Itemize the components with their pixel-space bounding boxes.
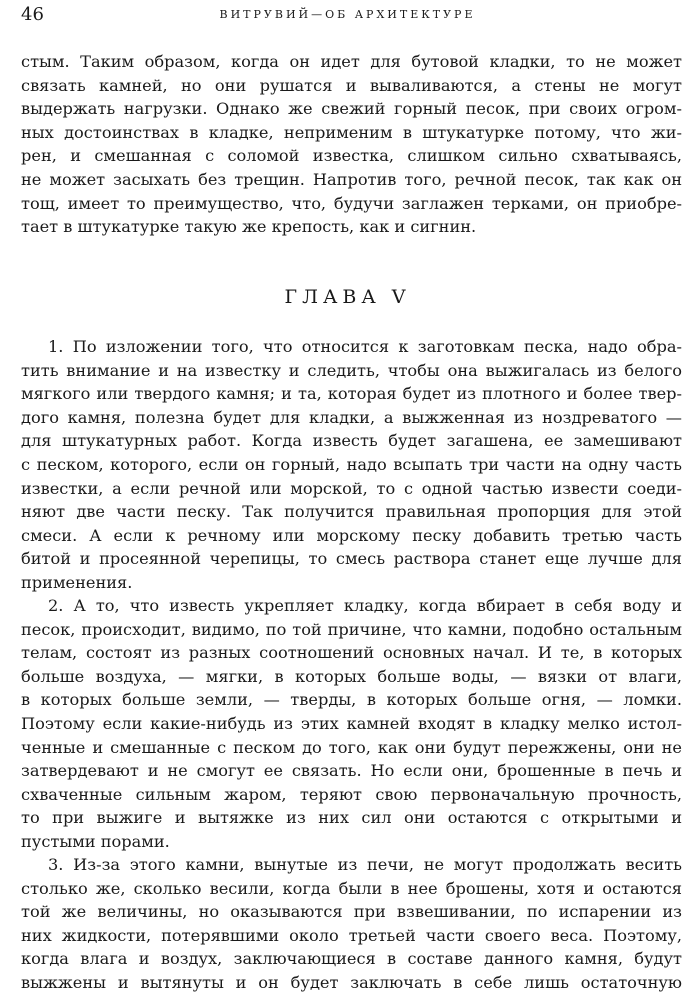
text-line: ных достоинствах в кладке, неприменим в штукатурке потому, что жи-: [21, 122, 682, 142]
paragraph-3: [21, 853, 682, 995]
text-line: выдержать нагрузки. Однако же свежий горный песок, при своих огром-: [21, 99, 682, 119]
text-line: битой и просеянной черепицы, то смесь раствора станет еще лучше для: [21, 549, 682, 569]
text-line: песок, происходит, видимо, по той причине, что камни, подобно остальным: [21, 619, 682, 639]
text-line: смеси. А если к речному или морскому песку добавить третью часть: [21, 525, 682, 545]
text-line: 3. Из-за этого камни, вынутые из печи, не могут продолжать весить: [48, 855, 682, 874]
text-line: 2. А то, что известь укрепляет кладку, когда вбирает в себя воду и: [48, 596, 682, 615]
text-line: той же величины, но оказываются при взвешивании, по испарении из: [21, 902, 682, 922]
text-line: пустыми порами.: [21, 831, 170, 851]
text-line: стым. Таким образом, когда он идет для бутовой кладки, то не может: [21, 52, 682, 71]
text-line: столько же, сколько весили, когда были в нее брошены, хотя и остаются: [21, 878, 682, 898]
paragraph-2: [21, 594, 682, 854]
text-line: рен, и смешанная с соломой известка, слишком сильно схватываясь,: [21, 146, 682, 166]
page-number: 46: [21, 4, 44, 25]
text-line: когда влага и воздух, заключающиеся в составе данного камня, будут: [21, 949, 682, 969]
text-line: тощ, имеет то преимущество, что, будучи заглажен терками, он приобре-: [21, 193, 682, 213]
running-title: ВИТРУВИЙ—ОБ АРХИТЕКТУРЕ: [219, 8, 476, 21]
text-line: мягкого или твердого камня; и та, которая будет из плотного и более твер-: [21, 384, 682, 404]
text-line: затвердевают и не смогут ее связать. Но если они, брошенные в печь и: [21, 761, 682, 781]
text-line: связать камней, но они рушатся и вываливаются, а стены не могут: [21, 75, 682, 95]
text-line: Поэтому если какие-нибудь из этих камней входят в кладку мелко истол-: [21, 713, 682, 733]
continuation-paragraph: [21, 50, 682, 239]
text-line: с песком, которого, если он горный, надо всыпать три части на одну часть: [21, 454, 682, 474]
text-line: схваченные сильным жаром, теряют свою первоначальную прочность,: [21, 784, 682, 804]
text-line: для штукатурных работ. Когда известь будет загашена, ее замешивают: [21, 431, 682, 451]
text-line: больше воздуха, — мягки, в которых больше воды, — вязки от влаги,: [21, 666, 682, 686]
text-line: выжжены и вытянуты и он будет заключать в себе лишь остаточную: [21, 972, 682, 992]
paragraph-1: [21, 335, 682, 595]
text-line: 1. По изложении того, что относится к заготовкам песка, надо обра-: [48, 337, 682, 356]
text-line: тить внимание и на известку и следить, чтобы она выжигалась из белого: [21, 360, 682, 380]
chapter-title: ГЛАВА V: [284, 286, 411, 308]
text-line: телам, состоят из разных соотношений основных начал. И те, в которых: [21, 643, 682, 663]
text-line: то при выжиге и вытяжке из них сил они остаются с открытыми и: [21, 808, 682, 828]
text-line: тает в штукатурке такую же крепость, как и сигнин.: [21, 217, 477, 237]
text-line: них жидкости, потерявшими около третьей части своего веса. Поэтому,: [21, 925, 682, 945]
text-line: известки, а если речной или морской, то с одной частью извести соеди-: [21, 478, 682, 498]
text-line: не может засыхать без трещин. Напротив того, речной песок, так как он: [21, 169, 682, 189]
text-line: в которых больше земли, — тверды, в которых больше огня, — ломки.: [21, 690, 682, 710]
text-line: дого камня, полезна будет для кладки, а выжженная из ноздреватого —: [21, 407, 682, 427]
text-line: ченные и смешанные с песком до того, как они будут пережжены, они не: [21, 737, 682, 757]
text-line: няют две части песку. Так получится правильная пропорция для этой: [21, 502, 682, 522]
text-line: применения.: [21, 572, 133, 592]
